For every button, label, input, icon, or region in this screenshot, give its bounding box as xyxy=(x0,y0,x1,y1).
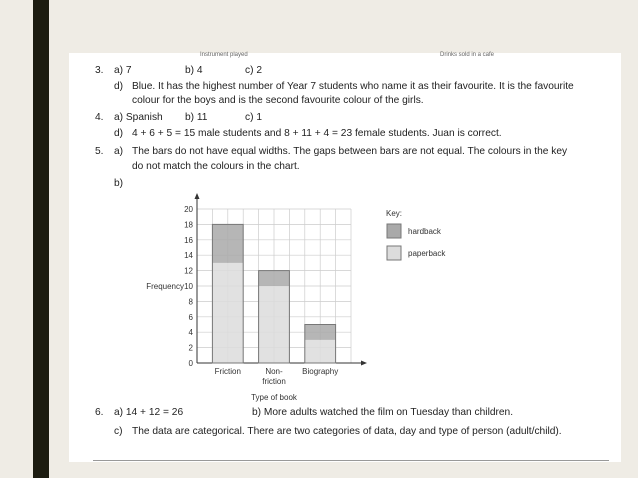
y-tick-label: 8 xyxy=(188,297,193,307)
caption-cut: Instrument played xyxy=(200,52,248,58)
bar-hardback xyxy=(305,325,336,340)
q3-d-line2: colour for the boys and is the second favourite colour of the girls. xyxy=(132,95,424,106)
q3-b: b) 4 xyxy=(185,65,203,76)
legend-title: Key: xyxy=(386,209,403,218)
q3-d-line1: Blue. It has the highest number of Year 7 students who name it as their favourite. It is the favourite xyxy=(132,81,574,92)
q6-a: a) 14 + 12 = 26 xyxy=(114,407,184,418)
y-tick-label: 14 xyxy=(184,251,193,261)
y-tick-label: 10 xyxy=(184,282,193,291)
y-tick-label: 20 xyxy=(184,205,193,214)
bar-paperback xyxy=(212,263,243,363)
q3-a: a) 7 xyxy=(114,65,132,76)
y-tick-label: 4 xyxy=(188,328,193,338)
bar-hardback xyxy=(259,271,290,286)
q3-c: c) 2 xyxy=(245,65,262,76)
legend-label: hardback xyxy=(408,227,441,236)
q6-number: 6. xyxy=(95,407,104,418)
q5-number: 5. xyxy=(95,146,104,157)
x-axis-arrow xyxy=(361,361,367,366)
q5-a-line2: do not match the colours in the chart. xyxy=(132,161,300,172)
legend-swatch-paperback xyxy=(387,246,401,260)
bar-paperback xyxy=(259,286,290,363)
q4-number: 4. xyxy=(95,112,104,123)
y-axis-arrow xyxy=(195,193,200,199)
q6-c-label: c) xyxy=(114,426,123,437)
q6-c: The data are categorical. There are two categories of data, day and type of person (adult/child). xyxy=(132,426,562,437)
legend-swatch-hardback xyxy=(387,224,401,238)
q3-d-label: d) xyxy=(114,81,124,92)
q4-d-label: d) xyxy=(114,128,124,139)
q4-c: c) 1 xyxy=(245,112,262,123)
x-tick-label: Non- xyxy=(265,367,283,376)
q4-d: 4 + 6 + 5 = 15 male students and 8 + 11 + 4 = 23 female students. Juan is correct. xyxy=(132,128,502,139)
divider xyxy=(93,460,609,461)
x-axis-label: Type of book xyxy=(251,393,297,402)
caption-cut: Drinks sold in a cafe xyxy=(440,52,495,58)
legend-label: paperback xyxy=(408,249,446,258)
y-tick-label: 6 xyxy=(188,312,193,322)
y-tick-label: 0 xyxy=(188,359,193,368)
y-tick-label: 16 xyxy=(184,235,193,245)
q5-b-label: b) xyxy=(114,178,124,189)
q6-b: b) More adults watched the film on Tuesday than children. xyxy=(252,407,514,418)
bar-hardback xyxy=(212,224,243,263)
y-tick-label: 12 xyxy=(184,266,193,276)
q5-a-label: a) xyxy=(114,146,124,157)
x-tick-label: Friction xyxy=(214,367,241,376)
q5-a-line1: The bars do not have equal widths. The gaps between bars are not equal. The colours in the key xyxy=(132,146,568,157)
x-tick-label: Biography xyxy=(302,367,339,376)
y-tick-label: 18 xyxy=(184,220,193,230)
y-tick-label: 2 xyxy=(188,343,193,353)
bar-paperback xyxy=(305,340,336,363)
q3-number: 3. xyxy=(95,65,104,76)
x-tick-label: friction xyxy=(262,377,286,386)
q4-b: b) 11 xyxy=(185,112,208,123)
q4-a: a) Spanish xyxy=(114,112,163,123)
y-axis-label: Frequency xyxy=(146,282,184,291)
